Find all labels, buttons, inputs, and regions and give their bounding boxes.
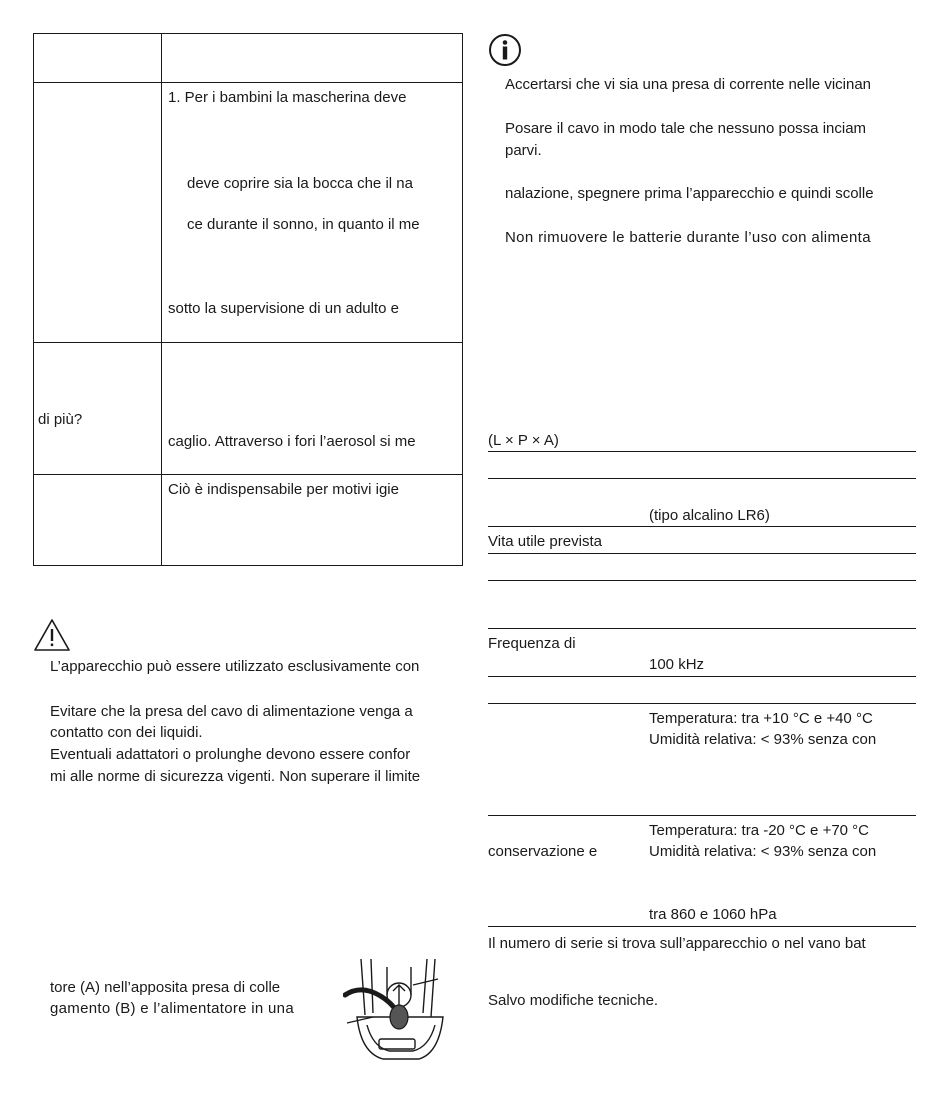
- info-icon: [488, 33, 522, 72]
- warning-line-4: Eventuali adattatori o prolunghe devono essere confor: [50, 746, 411, 763]
- info-line-3: parvi.: [505, 142, 542, 159]
- spec-frequency-value: 100 kHz: [649, 656, 705, 673]
- spec-lifetime-label: Vita utile prevista: [488, 533, 602, 550]
- spec-storage-temperature: Temperatura: tra -20 °C e +70 °C: [649, 822, 870, 839]
- spec-pressure-value: tra 860 e 1060 hPa: [649, 906, 777, 923]
- warning-line-3: contatto con dei liquidi.: [50, 724, 203, 741]
- info-line-5: Non rimuovere le batterie durante l’uso con alimenta: [505, 229, 871, 246]
- faq-row4-answer: Ciò è indispensabile per motivi igie: [168, 481, 399, 498]
- warning-triangle-icon: [33, 618, 71, 657]
- warning-line-5: mi alle norme di sicurezza vigenti. Non superare il limite: [50, 768, 421, 785]
- spec-frequency-label: Frequenza di: [488, 635, 576, 652]
- faq-row3-question: di più?: [38, 411, 83, 428]
- warning-line-2: Evitare che la presa del cavo di alimentazione venga a: [50, 703, 413, 720]
- spec-battery-value: (tipo alcalino LR6): [649, 507, 770, 524]
- spec-tech-note: Salvo modifiche tecniche.: [488, 992, 659, 1009]
- spec-storage-humidity: Umidità relativa: < 93% senza con: [649, 843, 877, 860]
- faq-row3-answer: caglio. Attraverso i fori l’aerosol si me: [168, 433, 416, 450]
- spec-dimensions-label: (L × P × A): [488, 432, 559, 449]
- warning-line-1: L’apparecchio può essere utilizzato esclusivamente con: [50, 658, 420, 675]
- faq-row2-answer-line-1: 1. Per i bambini la mascherina deve: [168, 89, 407, 106]
- faq-row2-answer-line-4: sotto la supervisione di un adulto e: [168, 300, 399, 317]
- faq-row2-answer-line-2: deve coprire sia la bocca che il na: [187, 175, 413, 192]
- faq-row2-answer-line-3: ce durante il sonno, in quanto il me: [187, 216, 420, 233]
- connection-line-1: tore (A) nell’apposita presa di colle: [50, 979, 281, 996]
- spec-storage-label: conservazione e: [488, 843, 598, 860]
- spec-serial-note: Il numero di serie si trova sull’apparecchio o nel vano bat: [488, 935, 866, 952]
- info-line-1: Accertarsi che vi sia una presa di corrente nelle vicinan: [505, 76, 872, 93]
- device-connector-illustration: [343, 955, 453, 1070]
- spec-operating-humidity: Umidità relativa: < 93% senza con: [649, 731, 877, 748]
- info-line-2: Posare il cavo in modo tale che nessuno possa inciam: [505, 120, 867, 137]
- spec-operating-temperature: Temperatura: tra +10 °C e +40 °C: [649, 710, 873, 727]
- info-line-4: nalazione, spegnere prima l’apparecchio e quindi scolle: [505, 185, 874, 202]
- connection-line-2: gamento (B) e l’alimentatore in una: [50, 1000, 294, 1017]
